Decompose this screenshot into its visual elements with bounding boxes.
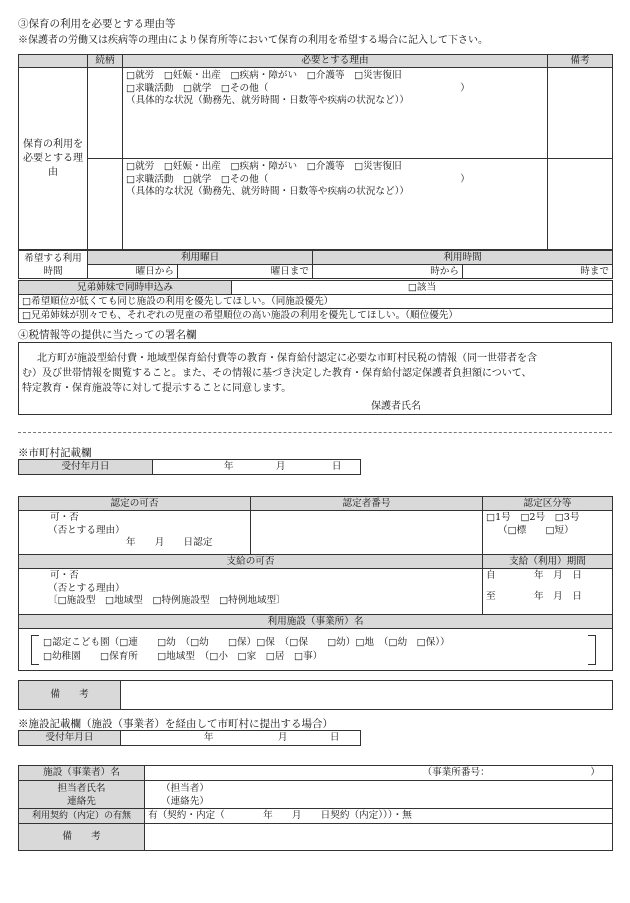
cert-class-header: 認定区分等	[483, 497, 613, 511]
municipal-remarks-label: 備 考	[19, 681, 121, 710]
pay-ok[interactable]: 可・否	[50, 570, 79, 581]
cert-table	[18, 496, 613, 671]
time-table	[18, 250, 613, 279]
period-header: 支給（利用）期間	[483, 555, 613, 569]
facility-remarks-field[interactable]	[145, 824, 613, 851]
facility-header: 利用施設（事業所）名	[19, 615, 613, 629]
cert-number-cell[interactable]	[251, 511, 483, 555]
bracket-left	[31, 635, 39, 665]
relation-cell-1[interactable]	[88, 68, 123, 159]
reason-options-2[interactable]: □求職活動 □就学 □その他（ ）	[126, 173, 470, 185]
facility-title: ※施設記載欄（施設（事業者）を経由して市町村に提出する場合）	[18, 718, 333, 730]
municipal-title: ※市町村記載欄	[18, 447, 92, 459]
pay-types[interactable]: 〔□施設型 □地域型 □特例施設型 □特例地域型〕	[48, 595, 286, 606]
municipal-remarks-table	[18, 680, 613, 710]
sibling-table	[18, 280, 613, 323]
time-label: 希望する利用時間	[19, 251, 88, 279]
period-to[interactable]: 至 年 月 日	[486, 590, 582, 602]
hour-from[interactable]: 時から	[313, 265, 463, 279]
received-pad	[345, 460, 361, 475]
day-from[interactable]: 曜日から	[88, 265, 178, 279]
period-cell[interactable]	[483, 569, 613, 615]
blank-header	[19, 55, 88, 68]
received-year[interactable]: 年	[153, 460, 237, 475]
consent-line-3: 特定教育・保育施設等に対して提示することに同意します。	[22, 383, 292, 394]
contact-label-phone: 連絡先	[67, 795, 96, 807]
reason-options-1[interactable]: □就労 □妊娠・出産 □疾病・障がい □介護等 □災害復旧	[126, 161, 402, 172]
day-header: 利用曜日	[88, 251, 313, 265]
bracket-right	[588, 635, 596, 665]
consent-line-1: 北方町が施設型給付費・地域型保育給付費等の教育・保育給付認定に必要な市町村民税の情報（同一世帯者を含	[37, 353, 537, 364]
contact-cell[interactable]	[145, 781, 613, 809]
facility-received-day[interactable]: 日	[291, 731, 343, 746]
municipal-remarks-field[interactable]	[121, 681, 613, 710]
cert-class-cell[interactable]	[483, 511, 613, 555]
facility-received-table	[18, 730, 361, 746]
remarks-cell-1[interactable]	[548, 68, 613, 159]
priority-option-2[interactable]: □兄弟姉妹が別々でも、それぞれの児童の希望順位の高い施設の利用を優先してほしい。（順位優先）	[19, 309, 613, 323]
reason-cell-2[interactable]	[123, 159, 548, 250]
cert-header: 認定の可否	[19, 497, 251, 511]
section4-title: ④税情報等の提供に当たっての署名欄	[18, 329, 197, 341]
facility-table	[18, 765, 613, 851]
facility-options-1[interactable]: □認定こども園（□連 □幼 （□幼 □保）□保 （□保 □幼）□地 （□幼 □保））	[43, 637, 450, 648]
facility-received-year[interactable]: 年	[121, 731, 217, 746]
cert-number-header: 認定者番号	[251, 497, 483, 511]
remarks-header: 備考	[548, 55, 613, 68]
facility-received-pad	[343, 731, 361, 746]
pay-cell[interactable]	[19, 569, 483, 615]
reason-detail: （具体的な状況（勤務先、就労時間・日数等や疾病の状況など））	[126, 186, 410, 197]
consent-box	[18, 342, 612, 415]
received-label: 受付年月日	[19, 460, 153, 475]
period-from[interactable]: 自 年 月 日	[486, 570, 582, 581]
cut-line	[18, 432, 612, 433]
facility-options-2[interactable]: □幼稚園 □保育所 □地域型 （□小 □家 □居 □事）	[43, 651, 323, 662]
priority-option-1[interactable]: □希望順位が低くても同じ施設の利用を優先してほしい。（同施設優先）	[19, 295, 613, 309]
cert-cell[interactable]	[19, 511, 251, 555]
contact-label-name: 担当者氏名	[57, 783, 106, 794]
facility-remarks-label: 備 考	[19, 824, 145, 851]
municipal-received-table	[18, 459, 361, 475]
relation-header: 続柄	[88, 55, 123, 68]
contract-label: 利用契約（内定）の有無	[19, 809, 145, 824]
relation-cell-2[interactable]	[88, 159, 123, 250]
cert-class-options[interactable]: □1号 □2号 □3号	[486, 512, 580, 523]
contract-value[interactable]: 有（契約・内定（ 年 月 日契約（内定）））・無	[145, 809, 613, 824]
sibling-checkbox[interactable]: □該当	[232, 281, 613, 295]
reason-options-1[interactable]: □就労 □妊娠・出産 □疾病・障がい □介護等 □災害復旧	[126, 70, 402, 81]
remarks-cell-2[interactable]	[548, 159, 613, 250]
cert-date[interactable]: 年 月 日認定	[126, 537, 213, 548]
cert-reason: （否とする理由）	[48, 524, 125, 536]
section3-title: ③保育の利用を必要とする理由等	[18, 18, 176, 30]
reason-table	[18, 54, 613, 250]
day-to[interactable]: 曜日まで	[178, 265, 313, 279]
contact-phone[interactable]: （連絡先）	[161, 795, 209, 807]
facility-received-month[interactable]: 月	[217, 731, 291, 746]
facility-received-label: 受付年月日	[19, 731, 121, 746]
reason-options-2[interactable]: □求職活動 □就学 □その他（ ）	[126, 82, 470, 94]
cert-class-time[interactable]: （□標 □短）	[498, 524, 574, 536]
reason-header: 必要とする理由	[123, 55, 548, 68]
reason-row-label: 保育の利用を必要とする理由	[19, 68, 88, 250]
facility-options-cell[interactable]	[19, 629, 613, 671]
pay-reason: （否とする理由）	[48, 582, 125, 594]
consent-line-2: む）及び世帯情報を閲覧すること。また、その情報に基づき決定した教育・保育給付認定保護者負担額について、	[22, 368, 532, 379]
reason-detail: （具体的な状況（勤務先、就労時間・日数等や疾病の状況など））	[126, 95, 410, 106]
contact-label	[19, 781, 145, 809]
section3-note: ※保護者の労働又は疾病等の理由により保育所等において保育の利用を希望する場合に記入して下さい。	[18, 35, 488, 46]
received-month[interactable]: 月	[237, 460, 289, 475]
signature-label: 保護者氏名	[371, 401, 421, 412]
contact-person[interactable]: （担当者）	[161, 783, 209, 794]
received-day[interactable]: 日	[289, 460, 345, 475]
facility-name-label: 施設（事業者）名	[19, 766, 145, 781]
sibling-label: 兄弟姉妹で同時申込み	[19, 281, 232, 295]
hour-to[interactable]: 時まで	[463, 265, 613, 279]
pay-header: 支給の可否	[19, 555, 483, 569]
cert-ok[interactable]: 可・否	[50, 512, 79, 523]
reason-cell-1[interactable]	[123, 68, 548, 159]
facility-business-no[interactable]: （事業所番号： ）	[145, 766, 613, 781]
hour-header: 利用時間	[313, 251, 613, 265]
